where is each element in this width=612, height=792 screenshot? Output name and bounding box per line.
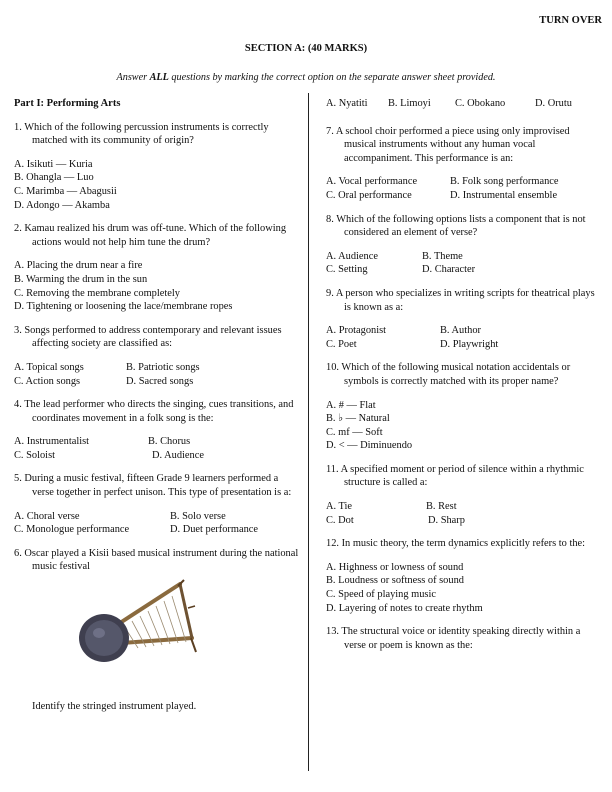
- option-d[interactable]: D. Sacred songs: [126, 375, 194, 387]
- instruction-bold: ALL: [149, 72, 169, 83]
- option-c[interactable]: C. Soloist: [14, 449, 55, 461]
- options: [14, 510, 300, 537]
- option-a[interactable]: A. Instrumentalist: [14, 436, 90, 448]
- option-a[interactable]: A. Audience: [326, 250, 378, 262]
- option-b[interactable]: B. Loudness or softness of sound: [326, 575, 464, 587]
- option-b[interactable]: B. Patriotic songs: [126, 361, 200, 373]
- question-2: [14, 222, 300, 314]
- options: [14, 361, 300, 388]
- option-d[interactable]: D. Orutu: [535, 98, 572, 109]
- question-12: [326, 537, 602, 615]
- option-a[interactable]: A. Vocal performance: [326, 176, 418, 188]
- question-text: 12. In music theory, the term dynamics explicitly refers to the:: [326, 538, 586, 550]
- question-6: [14, 547, 300, 714]
- option-a[interactable]: A. Isikuti — Kuria: [14, 158, 93, 170]
- option-b[interactable]: B. Rest: [426, 501, 457, 513]
- question-text: 13. The structural voice or identity speaking directly within a verse or poem is known as the:: [326, 626, 581, 651]
- option-b[interactable]: B. Theme: [422, 250, 463, 262]
- options: [14, 259, 300, 313]
- option-b[interactable]: B. ♭ — Natural: [326, 413, 390, 425]
- question-text: 3. Songs performed to address contemporary and relevant issues affecting society are classified as:: [14, 324, 282, 350]
- left-column: [14, 97, 300, 724]
- question-prompt: Identify the stringed instrument played.: [32, 701, 197, 713]
- option-a[interactable]: A. Protagonist: [326, 325, 387, 337]
- option-c[interactable]: C. mf — Soft: [326, 426, 383, 438]
- instruction-pre: Answer: [116, 72, 150, 83]
- option-d[interactable]: D. Sharp: [428, 514, 465, 526]
- option-a[interactable]: A. # — Flat: [326, 399, 376, 411]
- options: [326, 561, 602, 615]
- option-c[interactable]: C. Setting: [326, 264, 368, 276]
- question-7: [326, 125, 602, 203]
- option-c[interactable]: C. Speed of playing music: [326, 589, 436, 601]
- options: [326, 324, 602, 351]
- question-1: [14, 121, 300, 213]
- turn-over-label: TURN OVER: [539, 15, 602, 26]
- options: [326, 250, 602, 277]
- option-c[interactable]: C. Monologue performance: [14, 524, 130, 536]
- options: [14, 158, 300, 212]
- section-title: SECTION A: (40 MARKS): [244, 43, 368, 54]
- option-c[interactable]: C. Obokano: [455, 98, 506, 109]
- option-b[interactable]: B. Limoyi: [388, 98, 431, 109]
- options: [14, 435, 300, 462]
- options: [326, 500, 602, 527]
- question-text: 10. Which of the following musical notation accidentals or symbols is correctly matched with its proper name?: [326, 362, 571, 387]
- right-column: [326, 97, 602, 662]
- obokano-instrument-image: [74, 578, 204, 670]
- option-d[interactable]: D. Character: [422, 264, 476, 276]
- option-c[interactable]: C. Marimba — Abagusii: [14, 185, 117, 197]
- option-d[interactable]: D. Layering of notes to create rhythm: [326, 602, 483, 614]
- question-text: 7. A school choir performed a piece using only improvised musical instruments without any human vocal accompaniment. This performance is an:: [326, 125, 570, 164]
- option-b[interactable]: B. Folk song performance: [450, 176, 559, 188]
- option-b[interactable]: B. Solo verse: [170, 510, 226, 522]
- option-a[interactable]: A. Choral verse: [14, 510, 80, 522]
- option-d[interactable]: D. Instrumental ensemble: [450, 189, 558, 201]
- option-c[interactable]: C. Action songs: [14, 375, 81, 387]
- options: [326, 175, 602, 202]
- question-4: [14, 398, 300, 462]
- lyre-illustration: [74, 578, 204, 670]
- question-11: [326, 463, 602, 527]
- option-d[interactable]: D. Playwright: [440, 338, 499, 350]
- option-c[interactable]: C. Oral performance: [326, 189, 412, 201]
- option-d[interactable]: D. Audience: [152, 449, 204, 461]
- question-13: [326, 625, 602, 652]
- option-b[interactable]: B. Author: [440, 325, 481, 337]
- question-8: [326, 213, 602, 277]
- option-d[interactable]: D. Adongo — Akamba: [14, 199, 110, 211]
- option-a[interactable]: A. Tie: [326, 501, 352, 513]
- option-a[interactable]: A. Nyatiti: [326, 98, 368, 109]
- question-10: [326, 361, 602, 453]
- question-text: 4. The lead performer who directs the singing, cues transitions, and coordinates movement in a folk song is the:: [14, 399, 294, 424]
- q6-options: [326, 97, 602, 111]
- question-text: 1. Which of the following percussion instruments is correctly matched with its community of origin?: [14, 121, 269, 147]
- question-text: 2. Kamau realized his drum was off-tune. Which of the following actions would not help him tune the drum?: [14, 223, 287, 248]
- question-5: [14, 472, 300, 536]
- option-d[interactable]: D. < — Diminuendo: [326, 440, 413, 452]
- option-a[interactable]: A. Placing the drum near a fire: [14, 260, 143, 272]
- question-text: 5. During a music festival, fifteen Grade 9 learners performed a verse together in perfect unison. This type of presentation is a:: [14, 473, 292, 499]
- question-3: [14, 324, 300, 388]
- question-text: 11. A specified moment or period of silence within a rhythmic structure is called a:: [326, 463, 584, 489]
- option-d[interactable]: D. Tightening or loosening the lace/membrane ropes: [14, 301, 233, 313]
- options: [326, 399, 602, 453]
- option-c[interactable]: C. Dot: [326, 514, 354, 526]
- option-c[interactable]: C. Removing the membrane completely: [14, 287, 180, 299]
- part-title: Part I: Performing Arts: [14, 98, 121, 109]
- option-b[interactable]: B. Chorus: [148, 436, 191, 448]
- question-text: 8. Which of the following options lists a component that is not considered an element of verse?: [326, 213, 586, 239]
- question-9: [326, 287, 602, 351]
- instruction-post: questions by marking the correct option on the separate answer sheet provided.: [168, 72, 496, 83]
- option-a[interactable]: A. Topical songs: [14, 361, 84, 373]
- option-b[interactable]: B. Ohangla — Luo: [14, 172, 94, 184]
- column-divider: [308, 93, 309, 771]
- question-text: 6. Oscar played a Kisii based musical instrument during the national music festival: [14, 547, 299, 573]
- instruction-text: [0, 71, 612, 85]
- option-c[interactable]: C. Poet: [326, 338, 357, 350]
- option-d[interactable]: D. Duet performance: [170, 524, 258, 536]
- question-text: 9. A person who specializes in writing scripts for theatrical plays is known as a:: [326, 287, 595, 313]
- option-b[interactable]: B. Warming the drum in the sun: [14, 273, 148, 285]
- option-a[interactable]: A. Highness or lowness of sound: [326, 561, 464, 573]
